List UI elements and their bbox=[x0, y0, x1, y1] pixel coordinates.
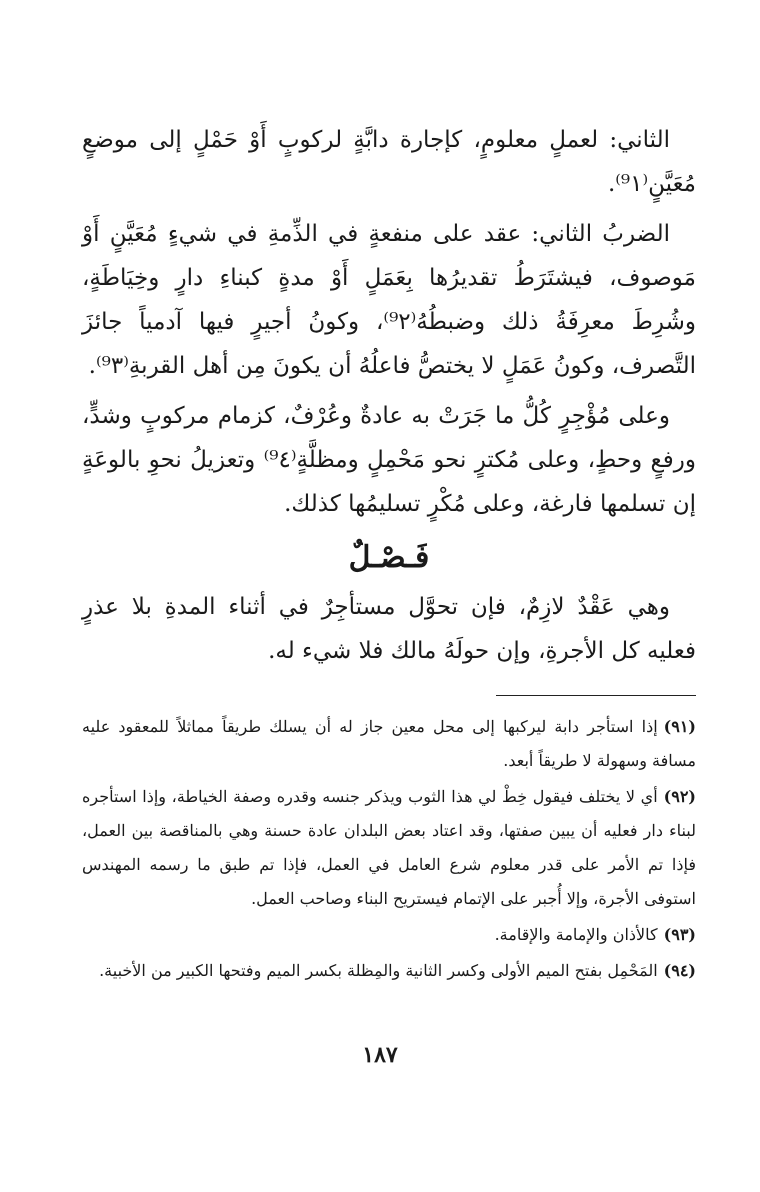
footnotes bbox=[82, 710, 696, 988]
footnote-text: المَحْمِل بفتح الميم الأولى وكسر الثانية والمِظلة بكسر الميم وفتحها الكبير من الأخبية. bbox=[99, 961, 658, 980]
section-heading: فَـصْـلٌ bbox=[348, 540, 430, 575]
footnote-93 bbox=[82, 918, 696, 952]
footnote-92 bbox=[82, 780, 696, 916]
footnote-number: (٩٢) bbox=[663, 787, 696, 806]
footnote-number: (٩٤) bbox=[663, 961, 696, 980]
footnote-number: (٩١) bbox=[663, 717, 696, 736]
footnote-text: كالأذان والإمامة والإقامة. bbox=[494, 925, 658, 944]
footnote-text: أي لا يختلف فيقول خِطْ لي هذا الثوب ويذكر جنسه وقدره وصفة الخياطة، وإذا استأجره لبناء دار فعليه أن يبين صفتها، وقد اعتاد بعض البلدان عادة حسنة وهي بالمناقصة بين العمل، فإذا تم الأمر على قدر معلوم شرع العامل في العمل، فإذا تم طبق ما رسمه المهندس استوفى الأجرة، وإلا أُجبر على الإتمام فيستريح البناء وصاحب العمل. bbox=[82, 787, 697, 908]
body-paragraph-3: وعلى مُؤْجِرٍ كُلُّ ما جَرَتْ به عادةٌ وعُرْفٌ، كزمام مركوبٍ وشدٍّ، ورفعٍ وحطٍ، وعلى مُكترٍ نحو مَحْمِلٍ ومظلَّةٍ⁽⁹٤⁾ وتعزيلُ نحوِ بالوعَةٍ إن تسلمها فارغة، وعلى مُكْرٍ تسليمُها كذلك. bbox=[82, 403, 696, 517]
footnote-text: إذا استأجر دابة ليركبها إلى محل معين جاز له أن يسلك طريقاً مماثلاً للمعقود عليه مسافة وسهولة لا طريقاً أبعد. bbox=[82, 717, 696, 770]
footnote-number: (٩٣) bbox=[663, 925, 696, 944]
footnote-91 bbox=[82, 710, 696, 778]
body-paragraph-2: الضربُ الثاني: عقد على منفعةٍ في الذِّمةِ في شيءٍ مُعَيَّنٍ أَوْ مَوصوف، فيشتَرَطُ تقديرُها بِعَمَلٍ أَوْ مدةٍ كبناءِ دارٍ وخِيَاطَةٍ، وشُرِطَ معرِفَةُ ذلك وضبطُهُ⁽⁹٢⁾، وكونُ أجيرٍ فيها آدمياً جائزَ التَّصرف، وكونُ عَمَلٍ لا يختصُّ فاعلُهُ أن يكونَ مِن أهل القربةِ⁽⁹٣⁾. bbox=[82, 221, 696, 379]
section-paragraph-1: وهي عَقْدٌ لازِمٌ، فإن تحوَّل مستأجِرٌ في أثناء المدةِ بلا عذرٍ فعليه كل الأجرةِ، وإن حولَهُ مالك فلا شيء له. bbox=[82, 594, 696, 664]
body-paragraph-1: الثاني: لعملٍ معلومٍ، كإجارة دابَّةٍ لركوبٍ أَوْ حَمْلٍ إلى موضعٍ مُعَيَّنٍ⁽⁹١⁾. bbox=[82, 127, 696, 197]
footnote-94 bbox=[82, 954, 696, 988]
page-content bbox=[82, 118, 696, 990]
footnote-divider bbox=[496, 695, 696, 696]
page-number: ١٨٧ bbox=[362, 1042, 398, 1068]
